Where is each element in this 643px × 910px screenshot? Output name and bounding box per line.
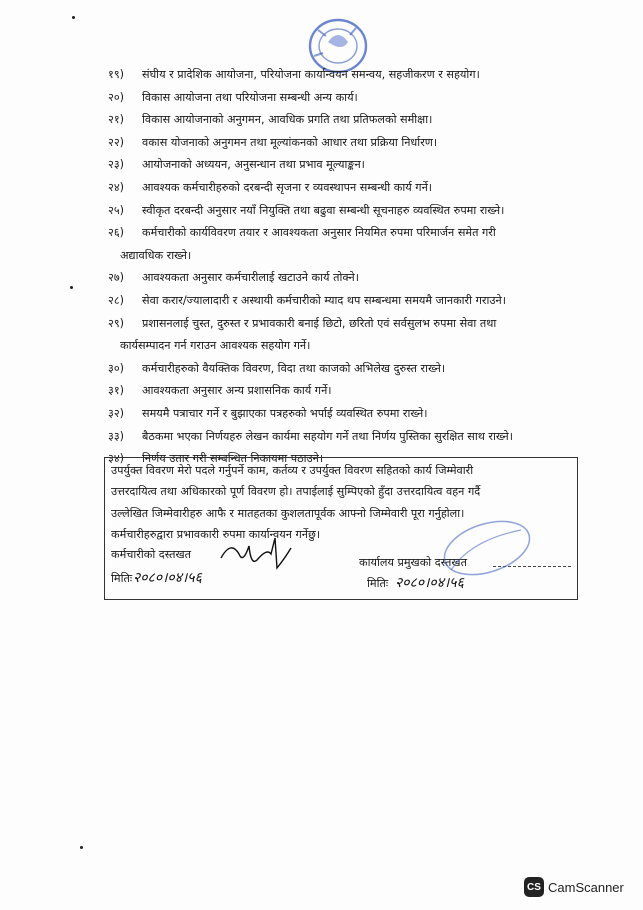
duty-item-text: समयमै पत्राचार गर्ने र बुझाएका पत्रहरुको भर्पाई व्यवस्थित रुपमा राख्ने।: [142, 406, 428, 420]
camscanner-logo-icon: CS: [524, 877, 544, 897]
duty-item: [108, 177, 588, 200]
duty-item-number: २५): [108, 203, 124, 217]
duty-item-text: संघीय र प्रादेशिक आयोजना, परियोजना कार्यान्वयन समन्वय, सहजीकरण र सहयोग।: [142, 68, 480, 81]
duty-item: [108, 64, 588, 87]
duty-item-text: सेवा करार/ज्यालादारी र अस्थायी कर्मचारीको म्याद थप सम्बन्धमा समयमै जानकारी गराउने।: [142, 293, 506, 307]
declaration-line: उपर्युक्त विवरण मेरो पदले गर्नुपर्ने काम, कर्तव्य र उपर्युक्त विवरण सहितको कार्य जिम्मेवारी: [111, 464, 474, 477]
camscanner-label: CamScanner: [548, 879, 624, 895]
duty-item-number: २१): [108, 113, 124, 127]
duty-item-text: आवश्यकता अनुसार कर्मचारीलाई खटाउने कार्य तोक्ने।: [142, 271, 359, 285]
duty-item: [108, 200, 588, 223]
date-label-right: मितिः: [367, 577, 389, 590]
duty-item-text: स्वीकृत दरबन्दी अनुसार नयाँ नियुक्ति तथा बढुवा सम्बन्धी सूचनाहरु व्यवस्थित रुपमा राख्ने।: [142, 203, 505, 217]
duty-item: [108, 267, 588, 290]
declaration-line: उत्तरदायित्व तथा अधिकारको पूर्ण विवरण हो। तपाईलाई सुम्पिएको हुँदा उत्तरदायित्व वहन गर्दै: [111, 485, 481, 499]
duty-item-number: ३४): [108, 452, 124, 466]
camscanner-watermark: [524, 877, 624, 897]
duty-list: [108, 64, 588, 471]
duty-item-text: प्रशासनलाई चुस्त, दुरुस्त र प्रभावकारी बनाई छिटो, छरितो एवं सर्वसुलभ रुपमा सेवा तथा: [142, 316, 497, 330]
duty-item-text: बैठकमा भएका निर्णयहरु लेखन कार्यमा सहयोग गर्ने तथा निर्णय पुस्तिका सुरक्षित साथ राख्ने।: [142, 429, 513, 443]
employee-signature: [217, 536, 297, 576]
duty-item: [108, 358, 588, 381]
declaration-box: [104, 457, 578, 600]
duty-item-number: ३१): [108, 384, 124, 398]
duty-item-number: ३०): [108, 361, 124, 375]
duty-item-text: आवश्यक कर्मचारीहरुको दरबन्दी सृजना र व्यवस्थापन सम्बन्धी कार्य गर्ने।: [142, 180, 433, 194]
duty-item-number: ३३): [108, 429, 124, 443]
duty-item: [108, 426, 588, 449]
date-value-right: २०८०।०४।५६: [395, 575, 464, 591]
duty-item-number: ३२): [108, 406, 124, 420]
duty-item: [108, 380, 588, 403]
declaration-line: उल्लेखित जिम्मेवारीहरु आफै र मातहतका कुशलतापूर्वक आफ्नो जिम्मेवारी पूरा गर्नुहोला।: [111, 506, 465, 520]
scan-mark: [70, 286, 73, 289]
duty-item-continuation-text: अद्यावधिक राख्ने।: [120, 248, 192, 262]
duty-item-number: २०): [108, 90, 124, 104]
duty-item: [108, 222, 588, 245]
employee-signature-label: कर्मचारीको दस्तखत: [111, 548, 192, 561]
scan-mark: [80, 846, 83, 849]
duty-item-number: २६): [108, 226, 124, 240]
duty-item-text: कर्मचारीहरुको वैयक्तिक विवरण, विदा तथा काजको अभिलेख दुरुस्त राख्ने।: [142, 361, 446, 375]
duty-item: [108, 403, 588, 426]
duty-item-text: आयोजनाको अध्ययन, अनुसन्धान तथा प्रभाव मूल्याङ्कन।: [142, 158, 365, 172]
duty-item-continuation: [108, 245, 588, 268]
office-head-signature-label: कार्यालय प्रमुखको दस्तखत: [359, 556, 467, 569]
duty-item-continuation-text: कार्यसम्पादन गर्न गराउन आवश्यक सहयोग गर्ने।: [120, 339, 311, 353]
declaration-line: कर्मचारीहरुद्वारा प्रभावकारी रुपमा कार्यान्वयन गर्नेछु।: [111, 528, 321, 542]
duty-item-number: २४): [108, 180, 124, 194]
office-head-stamp: [431, 520, 539, 580]
duty-item-number: २३): [108, 158, 124, 172]
duty-item: [108, 87, 588, 110]
duty-item: [108, 313, 588, 336]
duty-item-text: आवश्यकता अनुसार अन्य प्रशासनिक कार्य गर्ने।: [142, 384, 332, 398]
duty-item-text: वकास योजनाको अनुगमन तथा मूल्यांकनको आधार तथा प्रक्रिया निर्धारण।: [142, 135, 438, 149]
duty-item: [108, 132, 588, 155]
duty-item-text: विकास आयोजनाको अनुगमन, आवधिक प्रगति तथा प्रतिफलको समीक्षा।: [142, 113, 433, 127]
duty-item-number: २७): [108, 271, 124, 285]
duty-item-number: २९): [108, 316, 124, 330]
duty-item-continuation: [108, 335, 588, 358]
date-label-left: मितिः: [111, 572, 133, 585]
duty-item-number: २८): [108, 293, 124, 307]
duty-item: [108, 154, 588, 177]
duty-item-number: १९): [108, 68, 124, 81]
duty-item-text: विकास आयोजना तथा परियोजना सम्बन्धी अन्य कार्य।: [142, 90, 358, 104]
duty-item-text: निर्णय उतार गरी सम्बन्धित निकायमा पठाउने।: [142, 452, 324, 466]
duty-item-text: कर्मचारीको कार्यविवरण तयार र आवश्यकता अनुसार नियमित रुपमा परिमार्जन समेत गरी: [142, 226, 496, 240]
duty-item-number: २२): [108, 135, 124, 149]
duty-item: [108, 109, 588, 132]
scan-mark: [72, 16, 75, 19]
date-value-left: २०८०।०४।५६: [133, 570, 202, 586]
duty-item: [108, 290, 588, 313]
